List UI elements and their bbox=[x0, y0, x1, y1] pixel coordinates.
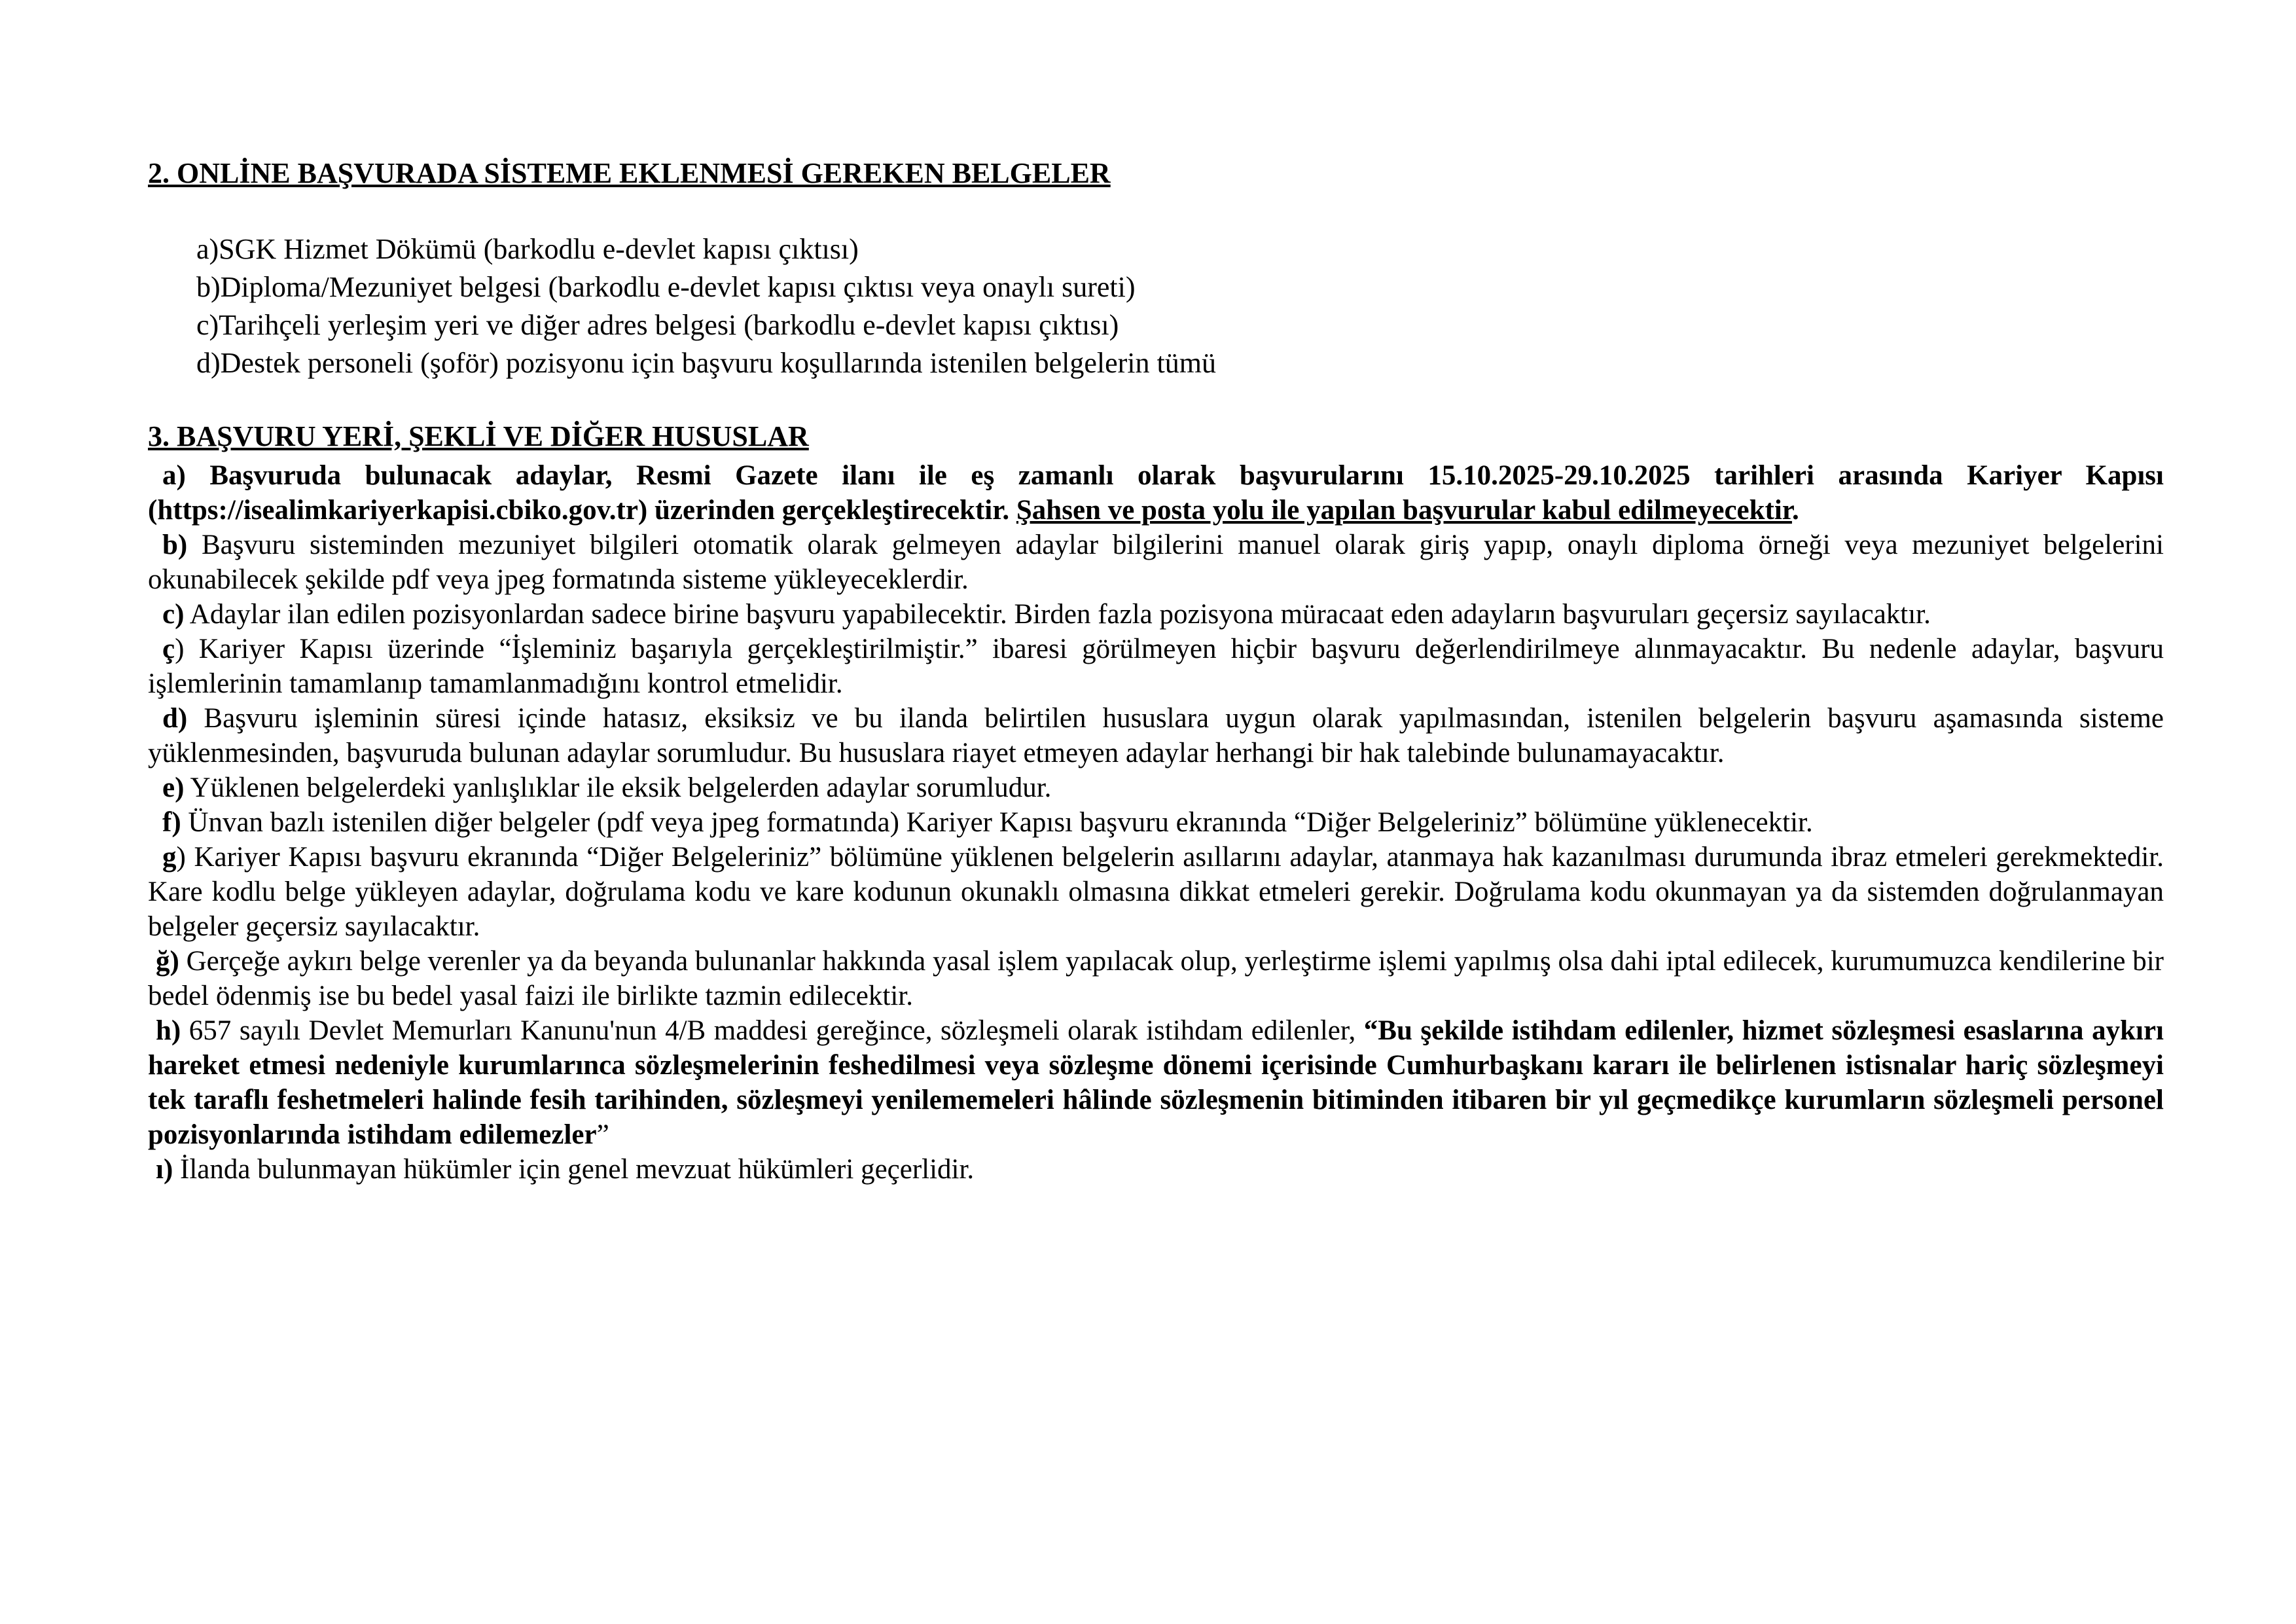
list-item: a)SGK Hizmet Dökümü (barkodlu e-devlet kapısı çıktısı) bbox=[196, 233, 859, 265]
section-3-body bbox=[148, 458, 2164, 1187]
paragraph-d-label: d) bbox=[162, 703, 188, 734]
paragraph-g-label: g bbox=[162, 842, 177, 873]
paragraph-a-bold: a) Başvuruda bulunacak adaylar, Resmi Gazete ilanı ile eş zamanlı olarak başvurularını 15.10.2025-29.10.2025 tarihleri arasında Kariyer Kapısı (https://isealimkariyerkapisi.cbiko.gov.tr) üzerinden gerçekleştirecektir. bbox=[148, 460, 2164, 526]
paragraph-i-dotless bbox=[148, 1152, 2164, 1187]
paragraph-b-text: Başvuru sisteminden mezuniyet bilgileri otomatik olarak gelmeyen adaylar bilgilerini manuel olarak giriş yapıp, onaylı diploma örneği veya mezuniyet belgelerini okunabilecek şekilde pdf veya jpeg formatında sisteme yükleyeceklerdir. bbox=[148, 530, 2164, 595]
paragraph-d-text: Başvuru işleminin süresi içinde hatasız, eksiksiz ve bu ilanda belirtilen hususlara uygun olarak yapılmasından, istenilen belgelerin başvuru aşamasında sisteme yüklenmesinden, başvuruda bulunan adaylar sorumludur. Bu hususlara riayet etmeyen adaylar herhangi bir hak talebinde bulunamayacaktır. bbox=[148, 703, 2164, 768]
paragraph-d bbox=[148, 701, 2164, 770]
paragraph-g bbox=[148, 840, 2164, 944]
required-documents-list bbox=[196, 230, 1216, 382]
paragraph-c bbox=[148, 597, 2164, 632]
paragraph-h-label: h) bbox=[156, 1015, 181, 1046]
paragraph-f-label: f) bbox=[162, 807, 181, 838]
paragraph-e bbox=[148, 770, 2164, 805]
list-item: b)Diploma/Mezuniyet belgesi (barkodlu e-devlet kapısı çıktısı veya onaylı sureti) bbox=[196, 271, 1136, 303]
paragraph-i-dotless-label: ı) bbox=[156, 1154, 173, 1185]
paragraph-g-breve-text: Gerçeğe aykırı belge verenler ya da beyanda bulunanlar hakkında yasal işlem yapılacak olup, yerleştirme işlemi yapılmış olsa dahi iptal edilecek, kurumumuzca kendilerine bir bedel ödenmiş ise bu bedel yasal faizi ile birlikte tazmin edilecektir. bbox=[148, 946, 2164, 1011]
paragraph-c-cedilla-label: ç bbox=[162, 634, 175, 664]
paragraph-a-end: . bbox=[1791, 495, 1799, 526]
paragraph-h-text: 657 sayılı Devlet Memurları Kanunu'nun 4/B maddesi gereğince, sözleşmeli olarak istihdam edilenler, bbox=[181, 1015, 1364, 1046]
paragraph-g-breve-label: ğ) bbox=[156, 946, 179, 977]
paragraph-h-end: ” bbox=[596, 1119, 609, 1150]
paragraph-c-text: Adaylar ilan edilen pozisyonlardan sadece birine başvuru yapabilecektir. Birden fazla pozisyona müracaat eden adayların başvuruları geçersiz sayılacaktır. bbox=[184, 599, 1931, 630]
list-item: c)Tarihçeli yerleşim yeri ve diğer adres belgesi (barkodlu e-devlet kapısı çıktısı) bbox=[196, 309, 1119, 341]
paragraph-b-label: b) bbox=[162, 530, 188, 560]
section-2-title: 2. ONLİNE BAŞVURADA SİSTEME EKLENMESİ GEREKEN BELGELER bbox=[148, 157, 1111, 189]
paragraph-c-label: c) bbox=[162, 599, 185, 630]
paragraph-a bbox=[148, 458, 2164, 528]
section-3-title: 3. BAŞVURU YERİ, ŞEKLİ VE DİĞER HUSUSLAR bbox=[148, 420, 809, 452]
paragraph-f bbox=[148, 805, 2164, 840]
paragraph-c-cedilla-text: ) Kariyer Kapısı üzerinde “İşleminiz başarıyla gerçekleştirilmiştir.” ibaresi görülmeyen hiçbir başvuru değerlendirilmeye alınmayacaktır. Bu nedenle adaylar, başvuru işlemlerinin tamamlanıp tamamlanmadığını kontrol etmelidir. bbox=[148, 634, 2164, 699]
paragraph-b bbox=[148, 528, 2164, 597]
paragraph-a-underline: Şahsen ve posta yolu ile yapılan başvurular kabul edilmeyecektir bbox=[1016, 495, 1792, 526]
paragraph-i-dotless-text: İlanda bulunmayan hükümler için genel mevzuat hükümleri geçerlidir. bbox=[173, 1154, 975, 1185]
paragraph-g-text: ) Kariyer Kapısı başvuru ekranında “Diğer Belgeleriniz” bölümüne yüklenen belgelerin asıllarını adaylar, atanmaya hak kazanılması durumunda ibraz etmeleri gerekmektedir. Kare kodlu belge yükleyen adaylar, doğrulama kodu ve kare kodunun okunaklı olmasına dikkat etmeleri gerekir. Doğrulama kodu okunmayan ya da sistemden doğrulanmayan belgeler geçersiz sayılacaktır. bbox=[148, 842, 2164, 942]
paragraph-h-bold: “Bu şekilde istihdam edilenler, hizmet sözleşmesi esaslarına aykırı hareket etmesi nedeniyle kurumlarınca sözleşmelerinin feshedilmesi veya sözleşme dönemi içerisinde Cumhurbaşkanı kararı ile belirlenen istisnalar hariç sözleşmeyi tek taraflı feshetmeleri halinde fesih tarihinden, sözleşmeyi yenilememeleri hâlinde sözleşmenin bitiminden itibaren bir yıl geçmedikçe kurumların sözleşmeli personel pozisyonlarında istihdam edilemezler bbox=[148, 1015, 2164, 1150]
paragraph-h bbox=[148, 1013, 2164, 1152]
paragraph-e-text: Yüklenen belgelerdeki yanlışlıklar ile eksik belgelerden adaylar sorumludur. bbox=[184, 772, 1052, 803]
paragraph-f-text: Ünvan bazlı istenilen diğer belgeler (pdf veya jpeg formatında) Kariyer Kapısı başvuru ekranında “Diğer Belgeleriniz” bölümüne yüklenecektir. bbox=[181, 807, 1813, 838]
paragraph-c-cedilla bbox=[148, 632, 2164, 701]
list-item: d)Destek personeli (şoför) pozisyonu için başvuru koşullarında istenilen belgelerin tümü bbox=[196, 347, 1216, 379]
paragraph-g-breve bbox=[148, 944, 2164, 1013]
paragraph-e-label: e) bbox=[162, 772, 185, 803]
